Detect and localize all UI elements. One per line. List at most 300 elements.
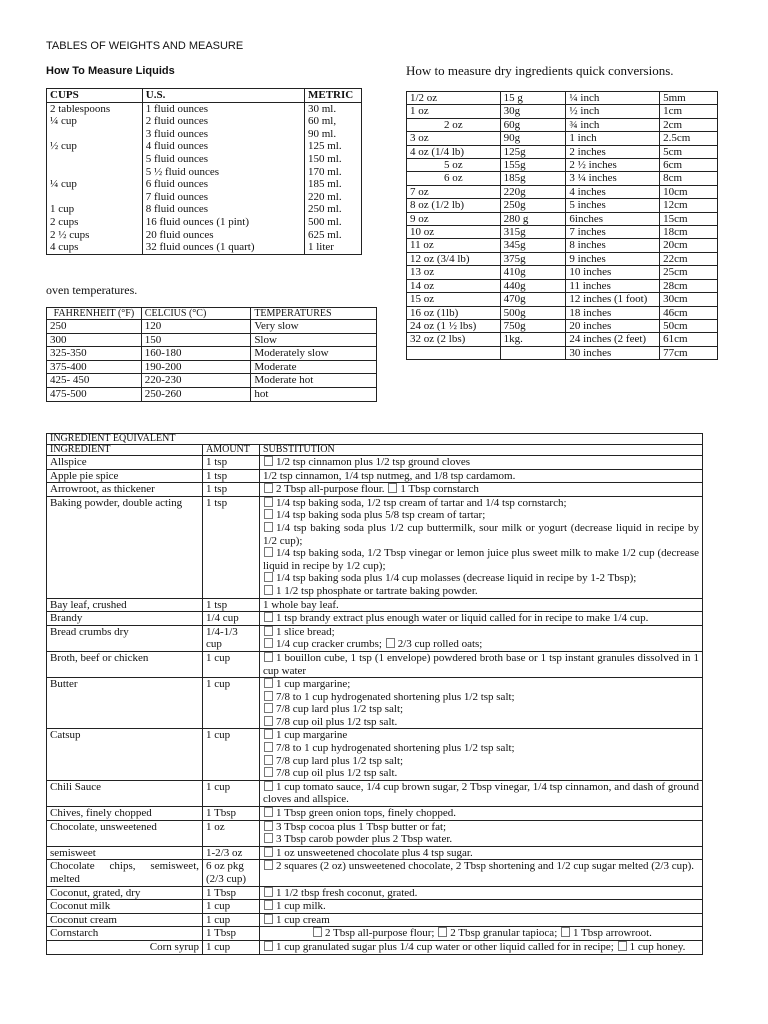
table-row (47, 140, 362, 153)
substitution-line (263, 599, 699, 612)
substitution-line (312, 927, 434, 939)
table-cell: 10cm (660, 185, 718, 198)
checkbox-icon (264, 887, 273, 897)
table-cell: 1 liter (305, 241, 362, 254)
substitution-text: 1/4 tsp baking soda plus 1/4 cup molasses (decrease liquid in recipe by 1-2 Tbsp); (276, 572, 637, 585)
table-cell: 160-180 (141, 347, 251, 361)
table-title-row (47, 434, 703, 445)
ingredient-substitution (260, 940, 703, 954)
ingredient-name: Bay leaf, crushed (47, 598, 203, 612)
table-cell: 4 fluid ounces (142, 140, 304, 153)
substitution-line (560, 927, 652, 939)
table-row (47, 347, 377, 361)
ingredient-amount: 1 oz (203, 820, 260, 846)
column-header: CUPS (47, 89, 143, 103)
table-row (47, 166, 362, 179)
checkbox-icon (264, 456, 273, 466)
table-cell: 1/2 oz (407, 92, 501, 105)
checkbox-icon (264, 547, 273, 557)
substitution-line (263, 509, 699, 522)
checkbox-icon (264, 847, 273, 857)
table-row (407, 118, 718, 131)
ingredient-amount: 1 cup (203, 780, 260, 806)
table-row (47, 886, 703, 900)
substitution-line (263, 483, 385, 495)
substitution-line (617, 941, 686, 953)
checkbox-icon (313, 927, 322, 937)
table-row (47, 456, 703, 470)
substitution-text: 1 Tbsp arrowroot. (573, 927, 652, 940)
checkbox-icon (264, 767, 273, 777)
table-cell: 6 oz (407, 172, 501, 185)
table-row (407, 132, 718, 145)
checkbox-icon (264, 807, 273, 817)
table-cell: 220-230 (141, 374, 251, 388)
table-cell: 2.5cm (660, 132, 718, 145)
table-cell: 8 fluid ounces (142, 203, 304, 216)
substitution-text: 2/3 cup rolled oats; (397, 638, 483, 651)
substitution-line (263, 703, 699, 716)
table-cell (47, 166, 143, 179)
table-row (407, 293, 718, 306)
table-cell: 6cm (660, 159, 718, 172)
ingredient-amount: 1 cup (203, 651, 260, 677)
substitution-line (263, 821, 699, 834)
table-cell: 2cm (660, 118, 718, 131)
column-header: CELCIUS (°C) (141, 308, 251, 320)
table-cell: 12 oz (3/4 lb) (407, 252, 501, 265)
ingredient-name: semisweet (47, 846, 203, 860)
table-cell: 16 oz (1lb) (407, 306, 501, 319)
ingredient-amount: 1/4-1/3 cup (203, 625, 260, 651)
table-cell: 22cm (660, 252, 718, 265)
table-cell: 4 cups (47, 241, 143, 254)
table-row (407, 319, 718, 332)
table-cell: 15cm (660, 212, 718, 225)
column-header: AMOUNT (203, 445, 260, 456)
dry-conversions-table (406, 91, 718, 360)
substitution-text: 1/4 cup cracker crumbs; (276, 638, 382, 651)
table-cell: 185 ml. (305, 178, 362, 191)
table-row (47, 216, 362, 229)
checkbox-icon (264, 703, 273, 713)
table-row (407, 346, 718, 359)
ingredient-name: Chocolate chips, semisweet, melted (47, 860, 203, 886)
table-cell: 1 fluid ounces (142, 102, 304, 115)
table-cell: 15 oz (407, 293, 501, 306)
checkbox-icon (264, 497, 273, 507)
ingredient-substitution (260, 483, 703, 497)
table-cell: 190-200 (141, 360, 251, 374)
substitution-text: 7/8 cup lard plus 1/2 tsp salt; (276, 703, 404, 716)
substitution-text: 7/8 cup oil plus 1/2 tsp salt. (276, 715, 398, 728)
substitution-text: 1 cup margarine (276, 729, 348, 742)
table-row (407, 266, 718, 279)
table-cell: 5 oz (407, 159, 501, 172)
table-row (407, 185, 718, 198)
substitution-text: 2 squares (2 oz) unsweetened chocolate, 2 Tbsp shortening and 1/2 cup sugar melted (2/3 cup). (276, 860, 694, 873)
table-cell: 7 oz (407, 185, 501, 198)
table-cell: 90g (500, 132, 566, 145)
substitution-line (387, 483, 479, 495)
table-cell: 20 inches (566, 319, 660, 332)
substitution-text: 7/8 cup lard plus 1/2 tsp salt; (276, 754, 404, 767)
substitution-text: 1 cup milk. (276, 900, 326, 913)
table-row (47, 913, 703, 927)
substitution-text: 1 Tbsp green onion tops, finely chopped. (276, 807, 457, 820)
table-cell: 10 inches (566, 266, 660, 279)
substitution-line (263, 497, 699, 510)
substitution-line (263, 860, 699, 873)
table-cell: hot (251, 387, 377, 401)
substitution-line (263, 887, 699, 900)
checkbox-icon (264, 781, 273, 791)
table-cell: 24 oz (1 ½ lbs) (407, 319, 501, 332)
oven-heading: oven temperatures. (46, 283, 138, 297)
table-row (47, 927, 703, 941)
ingredient-substitution (260, 846, 703, 860)
table-cell: 300 (47, 333, 142, 347)
table-cell: ¼ cup (47, 178, 143, 191)
checkbox-icon (264, 585, 273, 595)
ingredient-name: Arrowroot, as thickener (47, 483, 203, 497)
table-cell: 625 ml. (305, 229, 362, 242)
table-cell: 7 fluid ounces (142, 191, 304, 204)
table-row (47, 128, 362, 141)
table-row (47, 469, 703, 483)
table-cell: 5 inches (566, 199, 660, 212)
table-cell: 1 cup (47, 203, 143, 216)
table-cell: 77cm (660, 346, 718, 359)
ingredient-substitution (260, 729, 703, 780)
ingredient-amount: 1 Tbsp (203, 927, 260, 941)
table-cell: 90 ml. (305, 128, 362, 141)
table-cell: 3 oz (407, 132, 501, 145)
table-row (47, 860, 703, 886)
substitution-line (263, 914, 699, 927)
table-cell: 12cm (660, 199, 718, 212)
substitution-text: 1 1/2 tsp phosphate or tartrate baking powder. (276, 584, 478, 597)
table-cell: 375g (500, 252, 566, 265)
table-row (407, 172, 718, 185)
checkbox-icon (264, 914, 273, 924)
substitution-line (263, 742, 699, 755)
column-header: SUBSTITUTION (260, 445, 703, 456)
substitution-line (263, 572, 699, 585)
table-row (47, 333, 377, 347)
substitution-line (263, 833, 699, 846)
ingredient-name: Coconut milk (47, 900, 203, 914)
table-row (47, 203, 362, 216)
table-row (47, 780, 703, 806)
table-cell: 4 inches (566, 185, 660, 198)
table-cell: 170 ml. (305, 166, 362, 179)
table-row (47, 360, 377, 374)
table-cell: 425- 450 (47, 374, 142, 388)
substitution-text: 1 whole bay leaf. (263, 598, 339, 611)
table-cell: 1 inch (566, 132, 660, 145)
table-cell: 8cm (660, 172, 718, 185)
substitution-line (263, 585, 699, 598)
table-header-row (47, 308, 377, 320)
table-cell: 280 g (500, 212, 566, 225)
table-cell: ¾ inch (566, 118, 660, 131)
substitution-text: 1 1/2 tbsp fresh coconut, grated. (276, 886, 418, 899)
table-cell: 315g (500, 226, 566, 239)
substitution-line (263, 767, 699, 780)
table-cell: Moderate hot (251, 374, 377, 388)
table-cell: 25cm (660, 266, 718, 279)
table-row (407, 306, 718, 319)
ingredient-substitution (260, 598, 703, 612)
substitution-line (263, 547, 699, 572)
table-row (407, 92, 718, 105)
ingredient-amount: 1 tsp (203, 456, 260, 470)
table-cell: Slow (251, 333, 377, 347)
table-cell: 2 ½ cups (47, 229, 143, 242)
table-title: INGREDIENT EQUIVALENT (47, 434, 703, 445)
substitution-line (385, 638, 483, 650)
table-cell: 30g (500, 105, 566, 118)
substitution-line (263, 522, 699, 547)
ingredient-amount: 1/4 cup (203, 612, 260, 626)
ingredient-substitution (260, 625, 703, 651)
substitution-text: 1/4 tsp baking soda, 1/2 tsp cream of tartar and 1/4 tsp cornstarch; (276, 496, 567, 509)
table-cell: 220 ml. (305, 191, 362, 204)
substitution-line (437, 927, 557, 939)
table-row (407, 199, 718, 212)
checkbox-icon (438, 927, 447, 937)
liquids-table (46, 88, 362, 255)
table-cell: 150 ml. (305, 153, 362, 166)
table-cell: 20 fluid ounces (142, 229, 304, 242)
substitution-text: 1/4 tsp baking soda, 1/2 Tbsp vinegar or lemon juice plus sweet milk to make 1/2 cup (decrease liquid in recipe by 1/2 cup); (263, 547, 700, 572)
table-cell: Very slow (251, 320, 377, 334)
table-row (47, 846, 703, 860)
table-cell: 3 fluid ounces (142, 128, 304, 141)
page-title: TABLES OF WEIGHTS AND MEASURE (46, 40, 244, 52)
table-cell: 250 (47, 320, 142, 334)
table-cell: 440g (500, 279, 566, 292)
ingredient-name: Catsup (47, 729, 203, 780)
substitution-text: 2 Tbsp granular tapioca; (450, 927, 558, 940)
ingredient-name: Brandy (47, 612, 203, 626)
ingredient-substitution (260, 496, 703, 598)
table-cell: Moderately slow (251, 347, 377, 361)
table-cell: 410g (500, 266, 566, 279)
ingredient-substitution (260, 780, 703, 806)
ingredient-name: Broth, beef or chicken (47, 651, 203, 677)
table-row (47, 729, 703, 780)
checkbox-icon (561, 927, 570, 937)
table-cell: 13 oz (407, 266, 501, 279)
ingredient-substitution (260, 900, 703, 914)
table-row (47, 678, 703, 729)
table-row (47, 651, 703, 677)
table-cell: 15 g (500, 92, 566, 105)
ingredient-equivalent-table (46, 433, 703, 955)
table-row (47, 191, 362, 204)
table-cell: 8 oz (1/2 lb) (407, 199, 501, 212)
table-cell: 32 fluid ounces (1 quart) (142, 241, 304, 254)
checkbox-icon (264, 612, 273, 622)
table-cell: 32 oz (2 lbs) (407, 333, 501, 346)
table-cell: 18cm (660, 226, 718, 239)
table-cell: 46cm (660, 306, 718, 319)
ingredient-substitution (260, 612, 703, 626)
table-cell: 5 fluid ounces (142, 153, 304, 166)
table-cell: 345g (500, 239, 566, 252)
substitution-text: 1 cup granulated sugar plus 1/4 cup water or other liquid called for in recipe; (276, 940, 614, 953)
substitution-line (263, 755, 699, 768)
table-cell: 9 oz (407, 212, 501, 225)
ingredient-substitution (260, 886, 703, 900)
ingredient-amount: 1 cup (203, 678, 260, 729)
table-cell: 11 inches (566, 279, 660, 292)
substitution-line (263, 900, 699, 913)
table-cell: 30cm (660, 293, 718, 306)
table-cell: Moderate (251, 360, 377, 374)
oven-table-body (47, 320, 377, 402)
checkbox-icon (264, 729, 273, 739)
ingredient-amount: 1 tsp (203, 469, 260, 483)
table-cell: 750g (500, 319, 566, 332)
table-cell: 11 oz (407, 239, 501, 252)
table-cell: 1 oz (407, 105, 501, 118)
ingredient-name: Baking powder, double acting (47, 496, 203, 598)
substitution-text: 2 Tbsp all-purpose flour. (276, 483, 385, 496)
liquids-heading: How To Measure Liquids (46, 65, 175, 77)
table-cell: 50cm (660, 319, 718, 332)
ingredient-table-body (47, 456, 703, 955)
table-row (407, 333, 718, 346)
ingredient-amount: 1 cup (203, 900, 260, 914)
checkbox-icon (264, 821, 273, 831)
table-cell: 12 inches (1 foot) (566, 293, 660, 306)
checkbox-icon (264, 678, 273, 688)
ingredient-substitution (260, 820, 703, 846)
table-cell: 60g (500, 118, 566, 131)
table-row (407, 279, 718, 292)
checkbox-icon (264, 742, 273, 752)
table-row (407, 226, 718, 239)
table-cell: 2 tablespoons (47, 102, 143, 115)
table-row (407, 145, 718, 158)
table-cell: 1kg. (500, 333, 566, 346)
table-row (47, 625, 703, 651)
table-cell: 150 (141, 333, 251, 347)
table-cell: 500g (500, 306, 566, 319)
table-cell: 24 inches (2 feet) (566, 333, 660, 346)
substitution-line (263, 626, 699, 639)
table-cell (47, 153, 143, 166)
ingredient-name: Corn syrup (47, 940, 203, 954)
checkbox-icon (264, 755, 273, 765)
table-cell: 28cm (660, 279, 718, 292)
checkbox-icon (264, 860, 273, 870)
table-row (47, 374, 377, 388)
table-row (47, 483, 703, 497)
table-cell: 185g (500, 172, 566, 185)
table-cell (47, 191, 143, 204)
ingredient-substitution (260, 807, 703, 821)
ingredient-amount: 1 tsp (203, 496, 260, 598)
ingredient-name: Coconut cream (47, 913, 203, 927)
substitution-text: 1 tsp brandy extract plus enough water or liquid called for in recipe to make 1/4 cup. (276, 612, 649, 625)
table-row (47, 241, 362, 254)
table-row (47, 940, 703, 954)
table-cell: 125g (500, 145, 566, 158)
substitution-text: 7/8 to 1 cup hydrogenated shortening plus 1/2 tsp salt; (276, 742, 515, 755)
checkbox-icon (264, 626, 273, 636)
table-cell: 4 oz (1/4 lb) (407, 145, 501, 158)
table-cell: 120 (141, 320, 251, 334)
table-cell: 3 ¼ inches (566, 172, 660, 185)
table-cell: 2 cups (47, 216, 143, 229)
substitution-text: 2 Tbsp all-purpose flour; (325, 927, 435, 940)
table-row (47, 900, 703, 914)
ingredient-name: Bread crumbs dry (47, 625, 203, 651)
ingredient-amount: 1 tsp (203, 483, 260, 497)
substitution-text: 1/4 tsp baking soda plus 1/2 cup buttermilk, sour milk or yogurt (decrease liquid in recipe by 1/2 cup); (263, 521, 700, 547)
ingredient-name: Coconut, grated, dry (47, 886, 203, 900)
table-cell (500, 346, 566, 359)
ingredient-amount: 1 Tbsp (203, 807, 260, 821)
table-cell: 2 inches (566, 145, 660, 158)
substitution-text: 7/8 cup oil plus 1/2 tsp salt. (276, 767, 398, 780)
ingredient-substitution (260, 678, 703, 729)
table-row (407, 252, 718, 265)
table-cell: 2 fluid ounces (142, 115, 304, 128)
substitution-text: 1 bouillon cube, 1 tsp (1 envelope) powdered broth base or 1 tsp instant granules dissolved in 1 cup water (263, 651, 700, 677)
substitution-line (263, 638, 382, 650)
table-cell: 500 ml. (305, 216, 362, 229)
ingredient-substitution (260, 913, 703, 927)
table-cell: 30 inches (566, 346, 660, 359)
table-row (47, 178, 362, 191)
table-cell: 250g (500, 199, 566, 212)
ingredient-name: Chili Sauce (47, 780, 203, 806)
table-cell: 6inches (566, 212, 660, 225)
table-cell (407, 346, 501, 359)
substitution-text: 1/2 tsp cinnamon, 1/4 tsp nutmeg, and 1/8 tsp cardamom. (263, 469, 516, 482)
table-row (407, 212, 718, 225)
substitution-text: 1 Tbsp cornstarch (400, 483, 479, 496)
checkbox-icon (388, 483, 397, 493)
table-cell: 9 inches (566, 252, 660, 265)
table-row (47, 387, 377, 401)
ingredient-amount: 1 cup (203, 940, 260, 954)
checkbox-icon (264, 483, 273, 493)
table-cell: 60 ml, (305, 115, 362, 128)
ingredient-name: Butter (47, 678, 203, 729)
table-row (47, 320, 377, 334)
table-row (407, 159, 718, 172)
liquids-table-body (47, 102, 362, 254)
ingredient-name: Cornstarch (47, 927, 203, 941)
table-cell: 325-350 (47, 347, 142, 361)
table-cell: 14 oz (407, 279, 501, 292)
dry-heading: How to measure dry ingredients quick conversions. (406, 63, 674, 78)
table-cell: 475-500 (47, 387, 142, 401)
checkbox-icon (618, 941, 627, 951)
ingredient-name: Chocolate, unsweetened (47, 820, 203, 846)
oven-table (46, 307, 377, 402)
table-row (47, 229, 362, 242)
ingredient-substitution (260, 860, 703, 886)
table-cell: 8 inches (566, 239, 660, 252)
ingredient-substitution (260, 651, 703, 677)
